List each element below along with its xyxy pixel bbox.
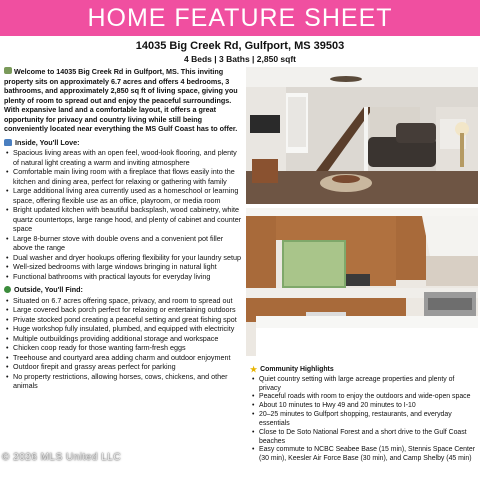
- list-item: • Large additional living area currently used as a homeschool or learning space, offering flexible use as an office, playroom, or media room: [4, 186, 244, 205]
- list-item: • Multiple outbuildings providing additional storage and workspace: [4, 334, 244, 344]
- list-item: • Quiet country setting with large acreage properties and plenty of privacy: [250, 376, 476, 394]
- list-item: • 20–25 minutes to Gulfport shopping, restaurants, and everyday essentials: [250, 411, 476, 429]
- outside-list: [4, 296, 244, 391]
- sofa-icon: [4, 139, 12, 146]
- house-icon: [4, 67, 12, 74]
- list-item: • About 10 minutes to Hwy 49 and 20 minutes to I-10: [250, 402, 476, 411]
- copyright-watermark: © 2026 MLS United LLC: [2, 452, 122, 463]
- list-item: • Close to De Soto National Forest and a short drive to the Gulf Coast beaches: [250, 429, 476, 447]
- header-banner: [0, 0, 480, 36]
- list-item: • No property restrictions, allowing horses, cows, chickens, and other animals: [4, 372, 244, 391]
- list-item: • Well-sized bedrooms with large windows bringing in natural light: [4, 262, 244, 272]
- community-highlights: [250, 362, 476, 464]
- kitchen-photo: [246, 208, 478, 356]
- kitchen-illustration: [246, 208, 478, 356]
- list-item: • Large covered back porch perfect for relaxing or entertaining outdoors: [4, 305, 244, 315]
- list-item: • Spacious living areas with an open feel, wood-look flooring, and plenty of natural light creating a warm and inviting atmosphere: [4, 148, 244, 167]
- list-item: • Chicken coop ready for those wanting farm-fresh eggs: [4, 343, 244, 353]
- list-item: • Peaceful roads with room to enjoy the outdoors and wide-open space: [250, 393, 476, 402]
- list-item: • Private stocked pond creating a peaceful setting and great fishing spot: [4, 315, 244, 325]
- feature-text-column: [4, 67, 244, 391]
- intro-text: Welcome to 14035 Big Creek Rd in Gulfport, MS. This inviting property sits on approximately 6.7 acres and offers 4 bedrooms, 3 bathrooms, and approximately 2,850 sq ft of living space, giving you plenty of room to spread out and enjoy the peaceful surroundings. With expansive land and a comfortable layout, it offers a great opportunity for privacy and country living while still being conveniently located near everything the MS Gulf Coast has to offer.: [4, 67, 238, 133]
- inside-heading: Inside, You'll Love:: [4, 138, 244, 148]
- list-item: • Outdoor firepit and grassy areas perfect for parking: [4, 362, 244, 372]
- list-item: • Huge workshop fully insulated, plumbed, and equipped with electricity: [4, 324, 244, 334]
- list-item: • Large 8-burner stove with double ovens and a convenient pot filler above the range: [4, 234, 244, 253]
- list-item: • Treehouse and courtyard area adding charm and outdoor enjoyment: [4, 353, 244, 363]
- list-item: • Comfortable main living room with a fireplace that flows easily into the kitchen and dining area, perfect for relaxing or gathering with family: [4, 167, 244, 186]
- property-address: 14035 Big Creek Rd, Gulfport, MS 39503: [135, 40, 345, 52]
- community-list: [250, 376, 476, 464]
- property-specs: 4 Beds | 3 Baths | 2,850 sqft: [184, 54, 296, 64]
- sheet-title: HOME FEATURE SHEET: [87, 3, 393, 32]
- list-item: • Functional bathrooms with practical layouts for everyday living: [4, 272, 244, 282]
- list-item: • Dual washer and dryer hookups offering flexibility for your laundry setup: [4, 253, 244, 263]
- list-item: • Easy commute to NCBC Seabee Base (15 min), Stennis Space Center (30 min), Keesler Air Force Base (30 min), and Camp Shelby (45 min): [250, 446, 476, 464]
- tree-icon: [4, 286, 11, 293]
- intro-paragraph: [4, 67, 244, 134]
- list-item: • Situated on 6.7 acres offering space, privacy, and room to spread out: [4, 296, 244, 306]
- inside-list: [4, 148, 244, 281]
- community-heading: ★ Community Highlights: [250, 365, 334, 375]
- star-icon: ★: [250, 365, 258, 375]
- outside-heading: Outside, You'll Find:: [4, 285, 244, 295]
- list-item: • Bright updated kitchen with beautiful backsplash, wood cabinetry, white quartz countertops, large range hood, and plenty of cabinet and counter space: [4, 205, 244, 234]
- living-room-illustration: [246, 67, 478, 204]
- living-room-photo: [246, 67, 478, 204]
